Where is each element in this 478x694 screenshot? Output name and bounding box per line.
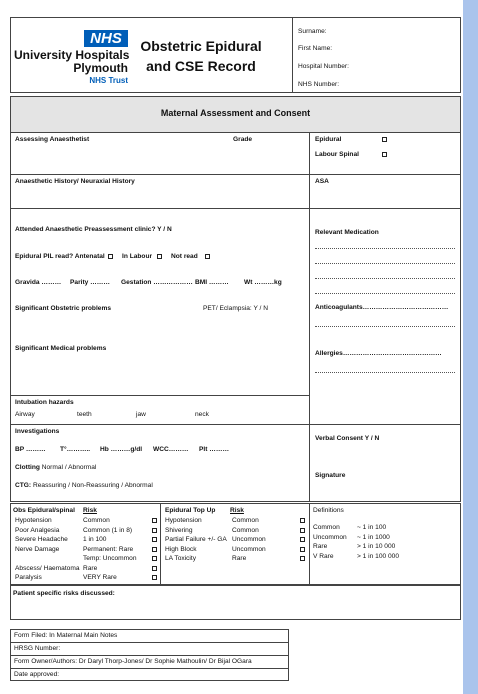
ctg-row[interactable] xyxy=(15,482,153,490)
allergies-field[interactable]: Allergies……………………………………… xyxy=(315,350,442,357)
form-title-line1: Obstetric Epidural xyxy=(140,38,262,54)
epidural-checkbox[interactable] xyxy=(382,137,387,142)
significant-obstetric-label: Significant Obstetric problems xyxy=(15,305,111,312)
definition-value: ~ 1 in 100 xyxy=(357,524,387,531)
org-name-line3: NHS Trust xyxy=(89,76,128,85)
clotting-options[interactable]: Normal / Abnormal xyxy=(41,464,97,471)
risk-item-name: Paralysis xyxy=(15,574,42,581)
risk-discussed-checkbox[interactable] xyxy=(300,528,305,533)
ctg-label: CTG: xyxy=(15,482,32,489)
investigations-label: Investigations xyxy=(15,428,60,435)
medication-line-2[interactable] xyxy=(315,263,455,264)
airway-label: Airway xyxy=(15,411,35,418)
weight-field[interactable]: Wt ………kg xyxy=(244,279,282,286)
risk-item-name: Abscess/ Haematoma xyxy=(15,564,80,572)
form-owner-row: Form Owner/Authors: Dr Daryl Thorp-Jones/ Dr Sophie Mathoulin/ Dr Bijal OGara xyxy=(14,658,252,665)
org-name-line2: Plymouth xyxy=(73,61,128,75)
page-side-strip xyxy=(463,0,478,694)
assessing-anaesthetist-label: Assessing Anaesthetist xyxy=(15,136,90,143)
preassessment-question[interactable]: Attended Anaesthetic Preassessment clinic? Y / N xyxy=(15,226,172,233)
risk-item-name: Hypotension xyxy=(165,517,202,524)
pil-in-labour-checkbox[interactable] xyxy=(157,254,162,259)
risk-discussed-checkbox[interactable] xyxy=(152,556,157,561)
obs-epidural-title: Obs Epidural/spinal xyxy=(13,507,75,514)
pet-eclampsia-field[interactable]: PET/ Eclampsia: Y / N xyxy=(203,305,268,312)
risk-item-name: Severe Headache xyxy=(15,536,68,543)
teeth-label: teeth xyxy=(77,411,92,418)
risk-item-level: Common (1 in 8) xyxy=(83,526,133,534)
risk-item-level: Uncommon xyxy=(232,536,266,543)
labour-spinal-checkbox[interactable] xyxy=(382,152,387,157)
definition-value: > 1 in 10 000 xyxy=(357,543,396,550)
medication-line-4[interactable] xyxy=(315,293,455,294)
parity-field[interactable]: Parity ……… xyxy=(70,279,110,286)
epidural-top-up-title: Epidural Top Up xyxy=(165,507,216,514)
risk-item-name: Shivering xyxy=(165,526,193,534)
plt-field[interactable]: Plt ……… xyxy=(199,446,230,453)
risk-discussed-checkbox[interactable] xyxy=(300,537,305,542)
ctg-options[interactable]: Reassuring / Non-Reassuring / Abnormal xyxy=(32,482,153,489)
clotting-row[interactable] xyxy=(15,464,96,472)
risk-discussed-checkbox[interactable] xyxy=(152,547,157,552)
medication-line-1[interactable] xyxy=(315,248,455,249)
pil-not-read-checkbox[interactable] xyxy=(205,254,210,259)
pil-antenatal-checkbox[interactable] xyxy=(108,254,113,259)
intubation-hazards-label: Intubation hazards xyxy=(15,399,74,406)
risk-item-name: High Block xyxy=(165,545,197,553)
risk-item-level: Temp: Uncommon xyxy=(83,555,137,562)
risk-discussed-checkbox[interactable] xyxy=(300,547,305,552)
risk-discussed-checkbox[interactable] xyxy=(152,537,157,542)
definition-term: V Rare xyxy=(313,552,334,560)
epidural-top-up-risk-heading: Risk xyxy=(230,507,244,514)
risk-discussed-checkbox[interactable] xyxy=(152,575,157,580)
risk-discussed-checkbox[interactable] xyxy=(152,518,157,523)
anaesthetic-history-label: Anaesthetic History/ Neuraxial History xyxy=(15,178,135,185)
labour-spinal-option-label: Labour Spinal xyxy=(315,151,359,158)
verbal-consent-field[interactable]: Verbal Consent Y / N xyxy=(315,435,380,442)
definitions-title: Definitions xyxy=(313,507,344,514)
form-filed-row: Form Filed: In Maternal Main Notes xyxy=(14,632,118,639)
risk-discussed-checkbox[interactable] xyxy=(300,518,305,523)
nhs-number-field[interactable]: NHS Number: xyxy=(298,81,340,88)
relevant-medication-label: Relevant Medication xyxy=(315,229,379,236)
gravida-field[interactable]: Gravida ……… xyxy=(15,279,62,286)
risk-item-level: VERY Rare xyxy=(83,574,117,581)
risk-item-level: Common xyxy=(232,517,259,524)
pil-not-read-label: Not read xyxy=(171,253,198,260)
bmi-field[interactable]: BMI ……… xyxy=(195,279,229,286)
pil-in-labour-label: In Labour xyxy=(122,253,153,260)
risk-discussed-checkbox[interactable] xyxy=(152,528,157,533)
date-approved-row: Date approved: xyxy=(14,671,60,678)
clotting-label: Clotting xyxy=(15,464,40,471)
risk-item-name: Partial Failure +/- GA xyxy=(165,536,227,543)
epidural-option-label: Epidural xyxy=(315,136,342,143)
asa-label: ASA xyxy=(315,178,329,185)
anticoagulants-field[interactable]: Anticoagulants………………………………… xyxy=(315,304,449,311)
risk-item-level: Rare xyxy=(83,564,98,572)
neck-label: neck xyxy=(195,411,209,418)
gestation-field[interactable]: Gestation ……………… xyxy=(121,279,193,286)
risk-item-level: Uncommon xyxy=(232,545,266,553)
risk-item-name: Hypotension xyxy=(15,517,52,524)
risk-item-name: Poor Analgesia xyxy=(15,526,60,534)
patient-specific-label[interactable]: Patient specific risks discussed: xyxy=(13,590,115,597)
anticoagulants-line[interactable] xyxy=(315,326,455,327)
surname-field[interactable]: Surname: xyxy=(298,28,327,35)
risk-item-level: Common xyxy=(232,526,259,534)
significant-medical-label: Significant Medical problems xyxy=(15,345,107,352)
definition-term: Uncommon xyxy=(313,533,347,541)
signature-field[interactable]: Signature xyxy=(315,472,346,479)
org-name-line1: University Hospitals xyxy=(14,48,130,62)
first-name-field[interactable]: First Name: xyxy=(298,45,333,52)
section-title: Maternal Assessment and Consent xyxy=(160,108,311,118)
risk-item-level: 1 in 100 xyxy=(83,536,107,543)
nhs-badge-text: NHS xyxy=(90,30,122,47)
risk-item-name: LA Toxicity xyxy=(165,555,197,562)
risk-item-name: Nerve Damage xyxy=(15,545,60,553)
hrsg-number-row: HRSG Number: xyxy=(14,645,61,652)
risk-item-level: Permanent: Rare xyxy=(83,545,134,553)
definition-value: ~ 1 in 1000 xyxy=(357,533,390,541)
grade-label: Grade xyxy=(233,136,253,143)
temperature-field[interactable]: T°……….. xyxy=(60,446,91,453)
allergies-line[interactable] xyxy=(315,372,455,373)
hospital-number-field[interactable]: Hospital Number: xyxy=(298,63,349,70)
definition-value: > 1 in 100 000 xyxy=(357,552,399,560)
definition-term: Rare xyxy=(313,543,328,550)
bp-field[interactable]: BP ……… xyxy=(15,446,46,453)
assessment-box xyxy=(10,96,461,502)
jaw-label: jaw xyxy=(136,411,146,418)
obs-epidural-risk-heading: Risk xyxy=(83,507,97,514)
hb-field[interactable]: Hb ………g/dl xyxy=(100,446,143,453)
definition-term: Common xyxy=(313,524,340,531)
pil-read-label: Epidural PIL read? Antenatal xyxy=(15,253,105,260)
risk-discussed-checkbox[interactable] xyxy=(300,556,305,561)
nhs-logo xyxy=(84,30,128,47)
medication-line-3[interactable] xyxy=(315,278,455,279)
risk-item-level: Rare xyxy=(232,555,247,562)
risk-item-level: Common xyxy=(83,517,110,524)
wcc-field[interactable]: WCC……… xyxy=(153,446,189,453)
risk-discussed-checkbox[interactable] xyxy=(152,566,157,571)
form-title-line2: and CSE Record xyxy=(146,58,256,74)
